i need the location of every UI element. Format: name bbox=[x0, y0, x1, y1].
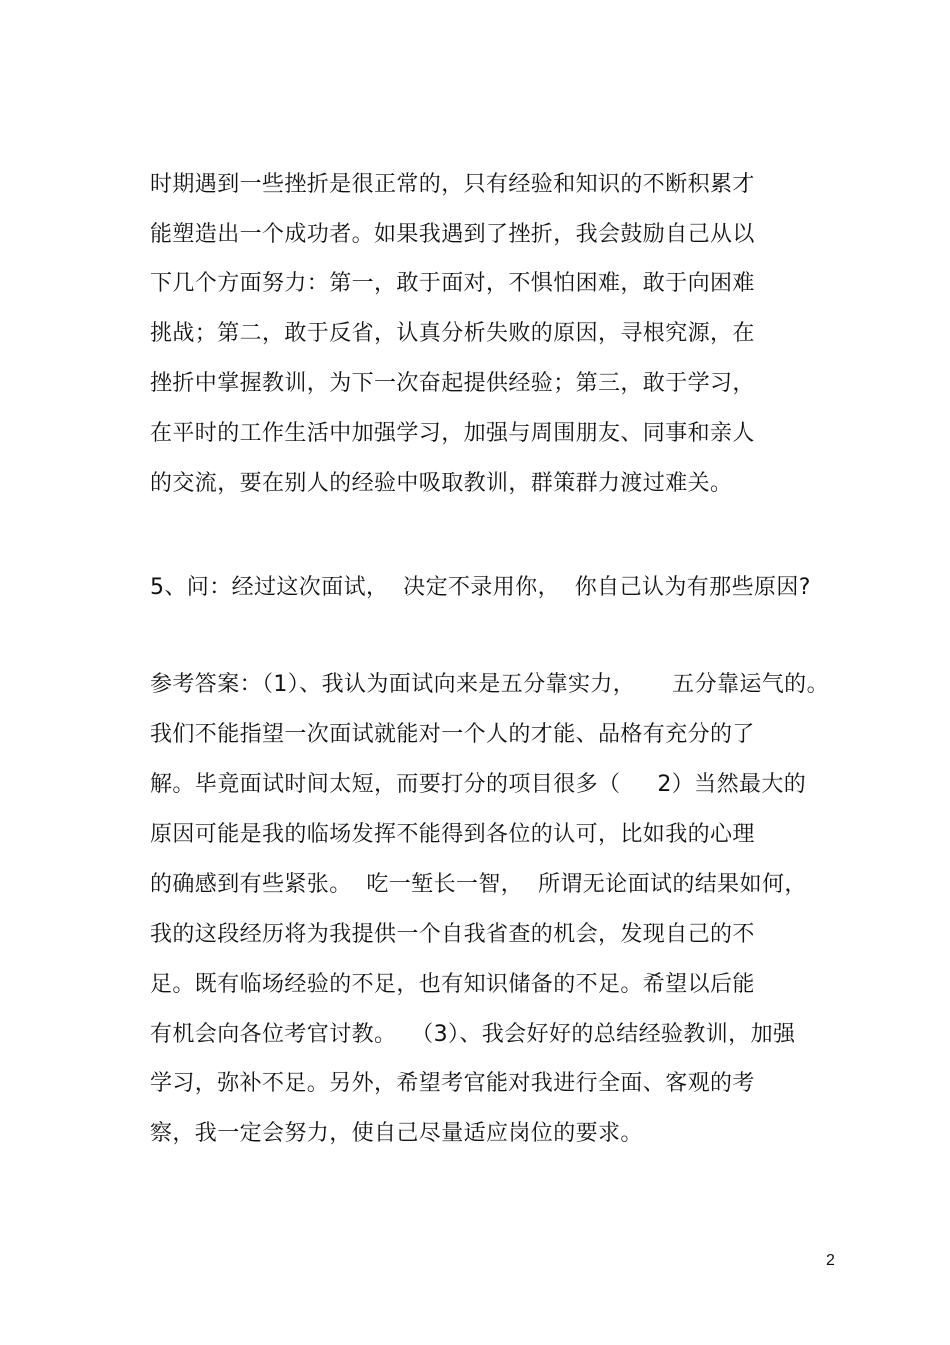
answer-line: 足。既有临场经验的不足，也有知识储备的不足。希望以后能 bbox=[150, 972, 755, 997]
answer-line: 学习，弥补不足。另外，希望考官能对我进行全面、客观的考 bbox=[150, 1071, 755, 1096]
answer-line: 原因可能是我的临场发挥不能得到各位的认可，比如我的心理 bbox=[150, 822, 755, 847]
answer-line: 的确感到有些紧张。 吃一堑长一智， 所谓无论面试的结果如何， bbox=[150, 872, 807, 897]
paragraph-line: 时期遇到一些挫折是很正常的，只有经验和知识的不断积累才 bbox=[150, 172, 755, 197]
paragraph-line: 下几个方面努力：第一，敢于面对，不惧怕困难，敢于向困难 bbox=[150, 271, 755, 296]
answer-line: 解。毕竟面试时间太短，而要打分的项目很多（ 2）当然最大的 bbox=[150, 772, 807, 797]
answer-line: 察，我一定会努力，使自己尽量适应岗位的要求。 bbox=[150, 1121, 643, 1146]
answer-line: 我的这段经历将为我提供一个自我省查的机会，发现自己的不 bbox=[150, 922, 755, 947]
answer-line: 我们不能指望一次面试就能对一个人的才能、品格有充分的了 bbox=[150, 722, 755, 747]
page-number: 2 bbox=[826, 1252, 835, 1269]
paragraph-line: 的交流，要在别人的经验中吸取教训，群策群力渡过难关。 bbox=[150, 471, 733, 496]
paragraph-line: 挫折中掌握教训，为下一次奋起提供经验；第三，敢于学习， bbox=[150, 371, 755, 396]
answer-line: 参考答案：（1）、我认为面试向来是五分靠实力， 五分靠运气的。 bbox=[150, 672, 829, 697]
paragraph-line: 在平时的工作生活中加强学习，加强与周围朋友、同事和亲人 bbox=[150, 421, 755, 446]
question-heading: 5、问：经过这次面试， 决定不录用你， 你自己认为有那些原因? bbox=[150, 575, 811, 600]
paragraph-line: 能塑造出一个成功者。如果我遇到了挫折，我会鼓励自己从以 bbox=[150, 222, 755, 247]
paragraph-line: 挑战；第二，敢于反省，认真分析失败的原因，寻根究源，在 bbox=[150, 321, 755, 346]
answer-line: 有机会向各位考官讨教。 （3）、我会好好的总结经验教训，加强 bbox=[150, 1022, 796, 1047]
